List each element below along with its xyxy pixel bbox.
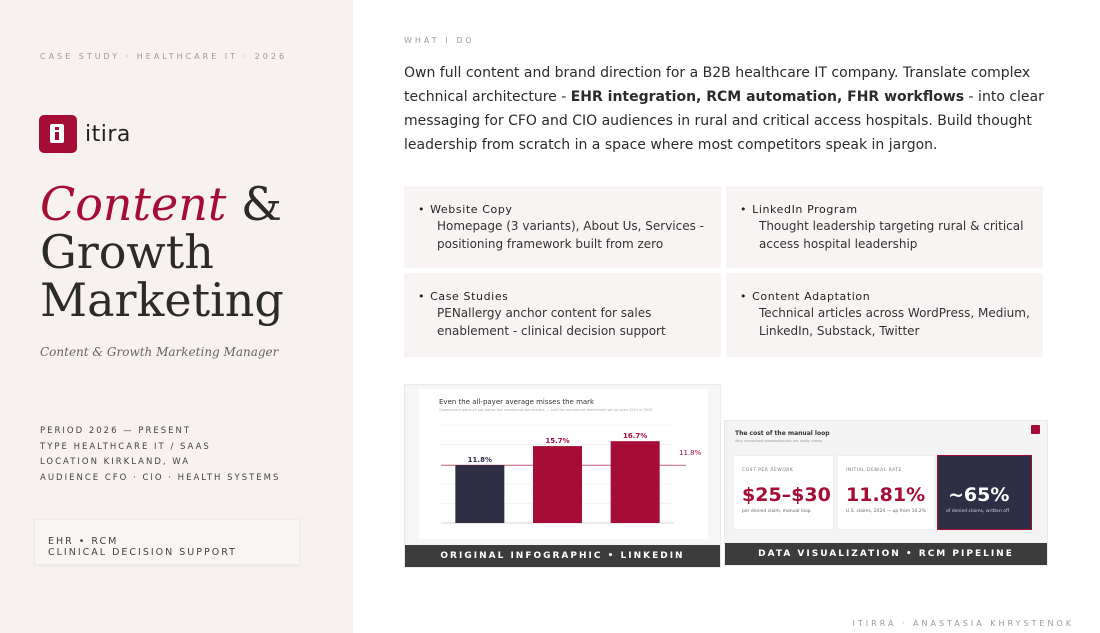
bar-chart [419, 389, 708, 539]
stat-value: 11.81% [846, 484, 926, 506]
footer-credit: ITIRRA · ANASTASIA KHRYSTENOK [852, 619, 1074, 628]
intro-bold: EHR integration, RCM automation, FHR workflows [570, 89, 965, 105]
card-body: PENallergy anchor content for sales enablement - clinical decision support [437, 306, 666, 338]
card-website-copy [404, 186, 721, 268]
rcm-title: The cost of the manual loop [735, 430, 830, 437]
bar [611, 441, 660, 523]
case-study-kicker: CASE STUDY · HEALTHCARE IT · 2026 [40, 52, 288, 61]
bar-data-label: 15.7% [545, 437, 570, 446]
card-content-adaptation [726, 273, 1043, 357]
right-panel [353, 0, 1100, 633]
intro-text-2: - into clear messaging for CFO and CIO audiences in rural and critical access hospitals. Build thought leadership from scratch in a space where most competitors speak in jargon. [404, 89, 1044, 153]
logo-mark-icon [39, 115, 77, 153]
meta-audience: AUDIENCE CFO · CIO · HEALTH SYSTEMS [40, 472, 281, 483]
rcm-logo-icon [1031, 425, 1040, 434]
card-body: Homepage (3 variants), About Us, Services - positioning framework built from zero [437, 219, 705, 251]
card-case-studies [404, 273, 721, 357]
title-amp: & [240, 177, 282, 231]
reference-line-label: 11.8% [679, 449, 702, 457]
page-title [40, 177, 284, 327]
bar-data-label: 11.8% [467, 456, 492, 465]
infographic-card[interactable] [404, 384, 721, 568]
infographic-caption: ORIGINAL INFOGRAPHIC • LINKEDIN [405, 545, 720, 567]
rcm-subtitle: Why unresolved appeals/denials are costly claims [735, 439, 823, 443]
card-body: Thought leadership targeting rural & critical access hospital leadership [759, 219, 1024, 251]
stat-note: U.S. claims, 2024 — up from 10.2% [846, 509, 926, 514]
meta-location: LOCATION KIRKLAND, WA [40, 457, 191, 467]
stat-label: COST PER REWORK [742, 468, 794, 473]
intro-text-1: Own full content and brand direction for a B2B healthcare IT company. Translate complex technical architecture - [404, 65, 1031, 105]
left-panel [0, 0, 353, 633]
intro-paragraph [404, 61, 1044, 157]
card-linkedin-program [726, 186, 1043, 268]
chart-title: Even the all-payer average misses the mark [439, 398, 595, 406]
stat-initial-denial-rate [837, 455, 935, 530]
card-body: Technical articles across WordPress, Medium, LinkedIn, Substack, Twitter [759, 306, 1030, 338]
stat-note: per denied claim, manual loop [742, 509, 811, 514]
domain-tags [34, 519, 300, 565]
rcm-caption: DATA VISUALIZATION • RCM PIPELINE [725, 543, 1047, 565]
meta-period: PERIOD 2026 — PRESENT [40, 426, 192, 436]
role-subtitle: Content & Growth Marketing Manager [40, 345, 279, 359]
bar [455, 465, 504, 523]
stat-cost-per-rework [733, 455, 834, 530]
card-title: • Website Copy [418, 203, 513, 216]
infographic-image [419, 389, 708, 539]
card-title: • LinkedIn Program [740, 203, 858, 216]
bar [533, 446, 582, 523]
stat-label: INITIAL DENIAL RATE [846, 468, 902, 473]
title-line-2: Growth [40, 225, 214, 279]
logo-text: itira [85, 121, 131, 147]
tag-clinical-decision-support: CLINICAL DECISION SUPPORT [48, 547, 237, 558]
itira-logo [39, 115, 131, 153]
card-title: • Content Adaptation [740, 290, 870, 303]
bar-data-label: 16.7% [623, 432, 648, 441]
section-label: WHAT I DO [404, 36, 475, 45]
stat-value: ~65% [948, 484, 1010, 506]
tag-ehr-rcm: EHR • RCM [48, 536, 119, 547]
stat-value: $25–$30 [742, 484, 831, 506]
title-line-3: Marketing [40, 273, 284, 327]
chart-subtitle: Government plans all pay below the commercial benchmark — and the commercial benchmark set up even 2023 in 2025. [439, 408, 654, 412]
title-accent: Content [40, 177, 227, 231]
stat-written-off [937, 455, 1032, 530]
meta-type: TYPE HEALTHCARE IT / SAAS [40, 441, 211, 452]
stat-note: of denied claims, written off [946, 509, 1010, 514]
project-meta [40, 424, 280, 486]
card-title: • Case Studies [418, 290, 509, 303]
